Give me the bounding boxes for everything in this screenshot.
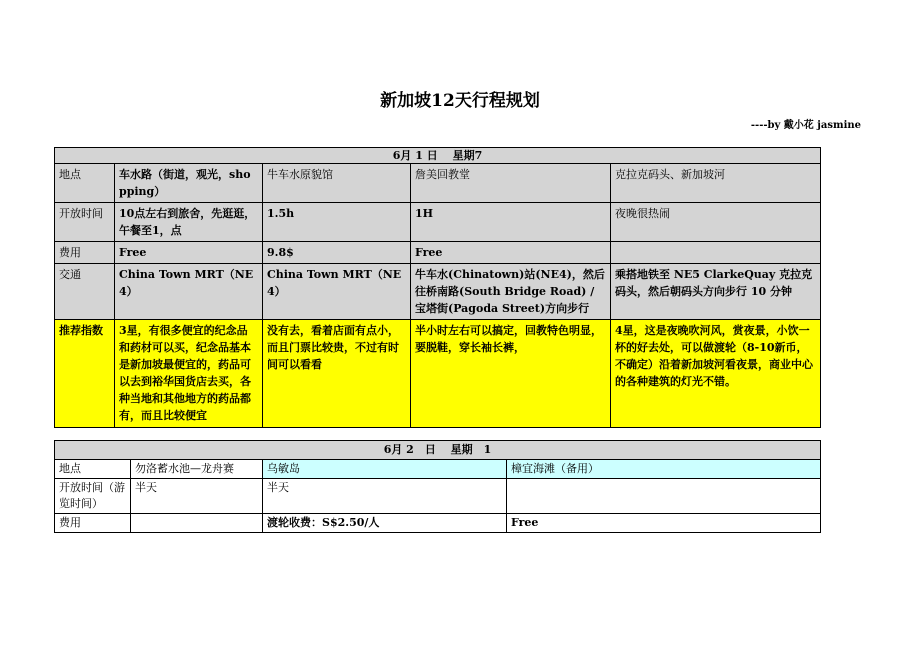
row-label-hours: 开放时间: [55, 203, 115, 242]
day1-rating-cell: 4星，这是夜晚吹河风，赏夜景，小饮一杯的好去处，可以做渡轮（8-10新币，不确定）沿着新加坡河看夜景，商业中心的各种建筑的灯光不错。: [611, 320, 821, 428]
day2-place-cell: 樟宜海滩（备用）: [507, 460, 821, 479]
day2-place-cell: 乌敏岛: [263, 460, 507, 479]
day1-rating-cell: 没有去，看着店面有点小，而且门票比较贵，不过有时间可以看看: [263, 320, 411, 428]
day2-hours-cell: 半天: [131, 479, 263, 514]
day2-itinerary-table: [54, 440, 821, 533]
day1-hours-cell: 1H: [411, 203, 611, 242]
day1-place-row: [55, 164, 821, 203]
day1-hours-cell: 10点左右到旅舍，先逛逛，午餐至1，点: [115, 203, 263, 242]
day2-header-row: [55, 441, 821, 460]
day1-transport-cell: 牛车水(Chinatown)站(NE4)，然后往桥南路(South Bridge Road) / 宝塔街(Pagoda Street)方向步行: [411, 264, 611, 320]
day2-cost-cell: [131, 514, 263, 533]
day1-transport-cell: China Town MRT（NE4）: [115, 264, 263, 320]
day1-place-cell: 牛车水原貌馆: [263, 164, 411, 203]
day1-hours-cell: 1.5h: [263, 203, 411, 242]
day1-rating-cell: 3星，有很多便宜的纪念品和药材可以买，纪念品基本是新加坡最便宜的，药品可以去到裕华国货店去买，各种当地和其他地方的药品都有，而且比较便宜: [115, 320, 263, 428]
day2-hours-cell: 半天: [263, 479, 507, 514]
day1-transport-row: [55, 264, 821, 320]
document-title: 新加坡12天行程规划: [380, 91, 540, 111]
day1-cost-cell: [611, 242, 821, 264]
day1-cost-cell: Free: [115, 242, 263, 264]
day2-cost-row: [55, 514, 821, 533]
day1-transport-cell: 乘搭地铁至 NE5 ClarkeQuay 克拉克码头，然后朝码头方向步行 10 分钟: [611, 264, 821, 320]
row-label-transport: 交通: [55, 264, 115, 320]
day1-cost-row: [55, 242, 821, 264]
row-label-hours: 开放时间（游览时间）: [55, 479, 131, 514]
row-label-cost: 费用: [55, 242, 115, 264]
day1-cost-cell: 9.8$: [263, 242, 411, 264]
day2-cost-cell: 渡轮收费：S$2.50/人: [263, 514, 507, 533]
day2-hours-row: [55, 479, 821, 514]
day2-hours-cell: [507, 479, 821, 514]
row-label-rating: 推荐指数: [55, 320, 115, 428]
day1-hours-row: [55, 203, 821, 242]
row-label-place: 地点: [55, 460, 131, 479]
day1-cost-cell: Free: [411, 242, 611, 264]
day2-place-cell: 勿洛蓄水池—龙舟赛: [131, 460, 263, 479]
day1-place-cell: 詹美回教堂: [411, 164, 611, 203]
day1-place-cell: 车水路（街道，观光，shopping）: [115, 164, 263, 203]
day1-place-cell: 克拉克码头、新加坡河: [611, 164, 821, 203]
day2-date-header: 6月 2 日 星期 1: [55, 441, 821, 460]
day2-place-row: [55, 460, 821, 479]
day1-date-header: 6月 1 日 星期7: [55, 148, 821, 164]
day2-cost-cell: Free: [507, 514, 821, 533]
day1-hours-cell: 夜晚很热闹: [611, 203, 821, 242]
day1-rating-row: [55, 320, 821, 428]
day1-rating-cell: 半小时左右可以搞定，回教特色明显，要脱鞋，穿长袖长裤，: [411, 320, 611, 428]
day1-transport-cell: China Town MRT（NE4）: [263, 264, 411, 320]
day1-header-row: [55, 148, 821, 164]
row-label-place: 地点: [55, 164, 115, 203]
author-line: ----by 戴小花 jasmine: [750, 120, 861, 131]
day1-itinerary-table: [54, 147, 821, 428]
row-label-cost: 费用: [55, 514, 131, 533]
